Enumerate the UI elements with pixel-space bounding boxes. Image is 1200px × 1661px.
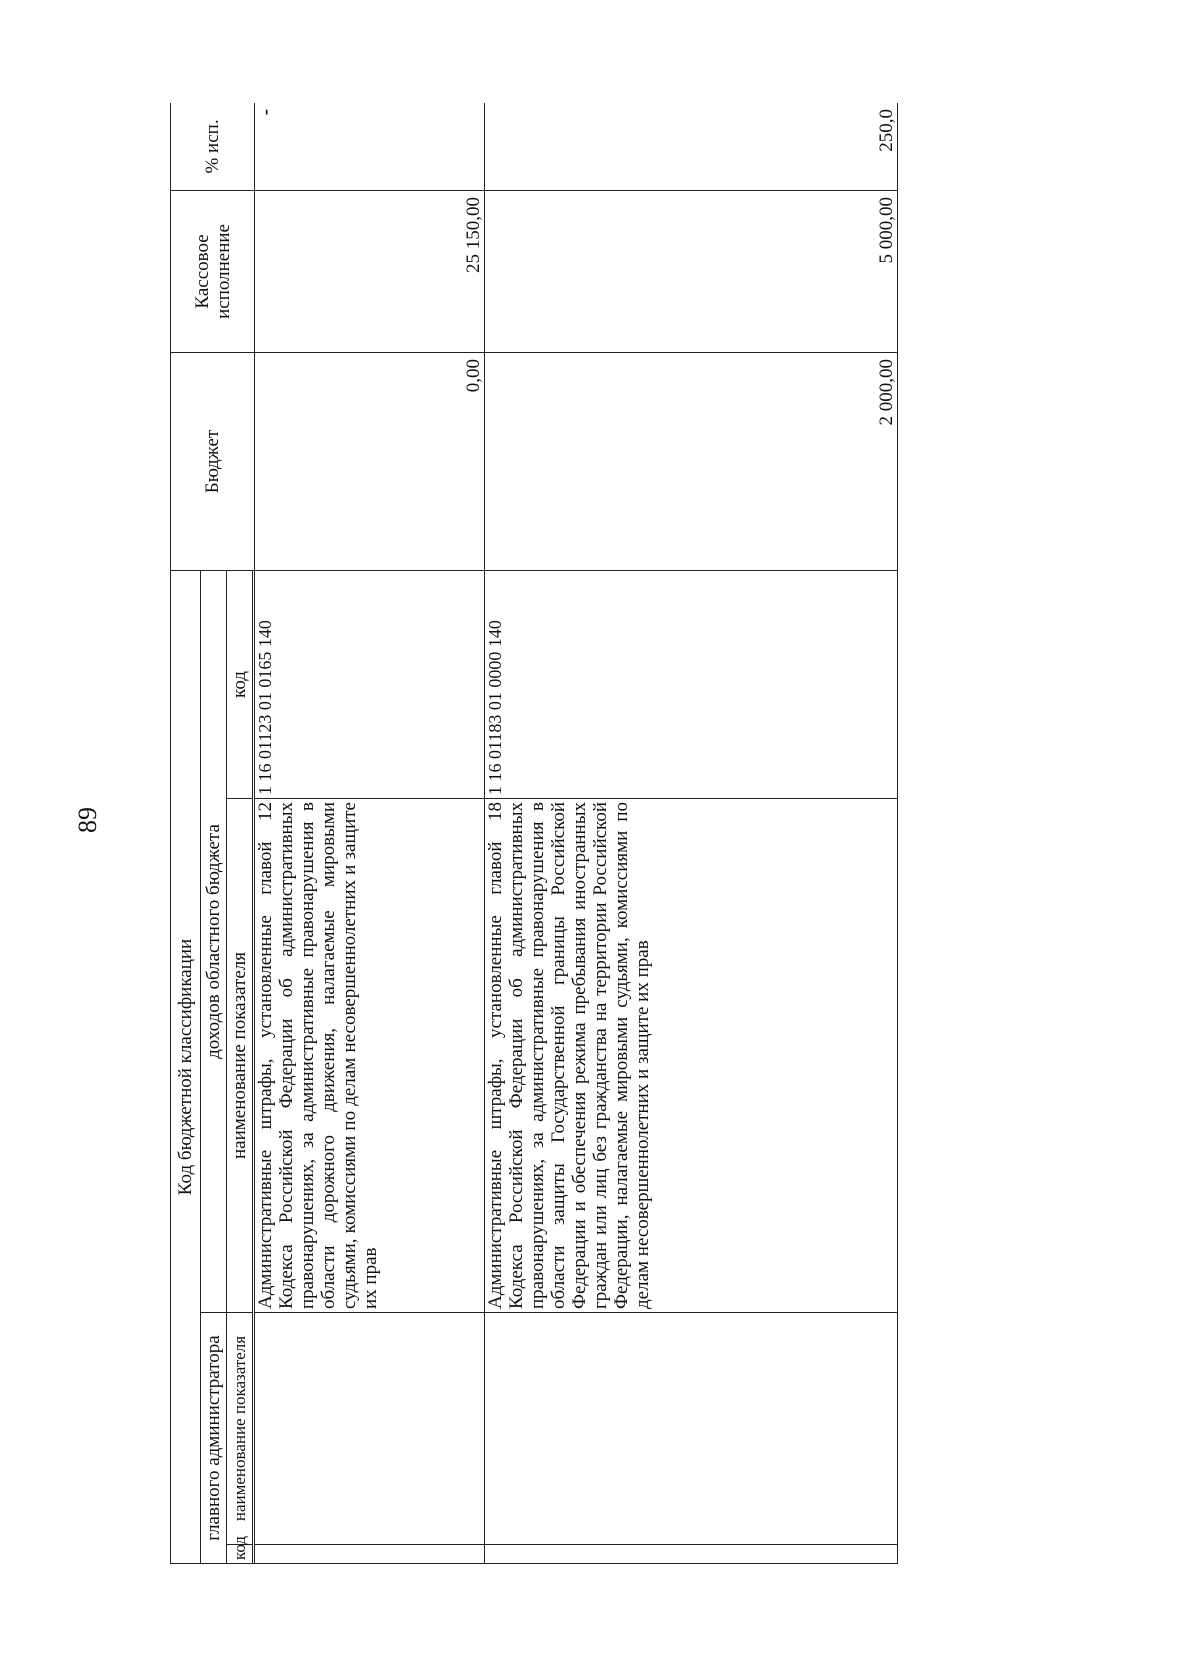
rotated-table-container [170,103,898,1564]
row-admin-name [255,1313,485,1545]
row-cash-execution: 5 000,00 [485,190,898,352]
header-main-administrator: главного администратора [201,1313,227,1564]
rotated-table-wrapper [170,103,898,1564]
table-row [485,103,898,1564]
row-income-code: 1 16 01183 01 0000 140 [485,570,898,798]
row-admin-code [255,1545,485,1564]
header-admin-name: наименование показателя [227,1313,253,1545]
row-budget: 0,00 [255,352,485,570]
row-percent: - [255,103,485,190]
page-number: 89 [73,807,102,833]
header-admin-code: код [227,1545,253,1564]
row-income-code: 1 16 01123 01 0165 140 [255,570,485,798]
header-income-name: наименование показателя [227,799,253,1313]
row-admin-code [485,1545,898,1564]
header-regional-income: доходов областного бюджета [201,570,227,1312]
header-percent: % исп. [171,103,255,190]
row-indicator-name: Административные штрафы, установленные главой 12 Кодекса Российской Федерации об административных правонарушениях, за административные правонарушения в области дорожного движения, налагаемые мировыми судьями, комиссиями по делам несовершеннолетних и защите их прав [255,799,485,1313]
row-budget: 2 000,00 [485,352,898,570]
table-row [255,103,485,1564]
header-budget: Бюджет [171,352,255,570]
header-classification-code: Код бюджетной классификации [171,570,201,1563]
row-indicator-name: Административные штрафы, установленные главой 18 Кодекса Российской Федерации об административных правонарушениях, за административные правонарушения в области защиты Государственной границы Российской Федерации и обеспечения режима пребывания иностранных граждан или лиц без гражданства на территории Российской Федерации, налагаемые мировыми судьями, комиссиями по делам несовершеннолетних и защите их прав [485,799,898,1313]
row-cash-execution: 25 150,00 [255,190,485,352]
row-admin-name [485,1313,898,1545]
header-income-code: код [227,570,253,798]
header-cash-execution: Кассовое исполнение [171,190,255,352]
row-percent: 250,0 [485,103,898,190]
budget-classification-table [170,103,898,1564]
